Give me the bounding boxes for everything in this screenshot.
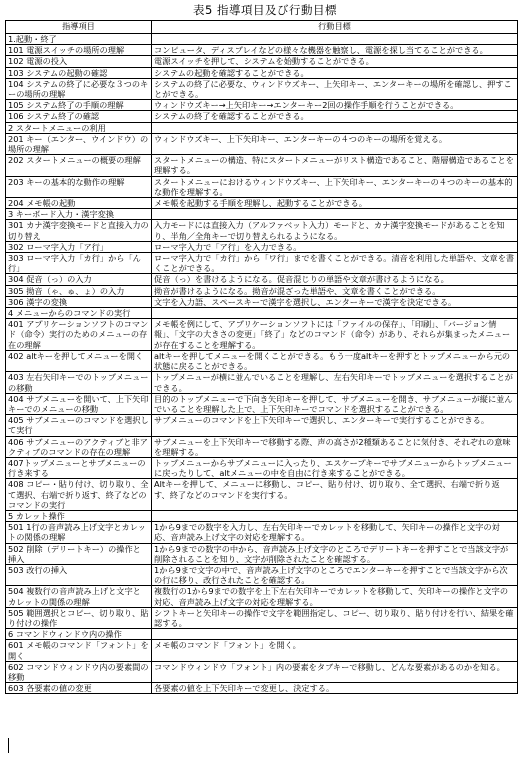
table-row xyxy=(6,155,518,176)
table-row xyxy=(6,586,518,607)
item-cell: 104 システムの終了に必要な３つのキーの場所の理解 xyxy=(6,78,152,99)
section-heading: 6 コマンドウィンドウ内の操作 xyxy=(6,629,152,640)
goal-cell: ローマ字入力で「カ行」から「ワ行」までを書くことができる。清音を利用した単語や、文章を書くことができる。 xyxy=(152,253,518,274)
table-row xyxy=(6,296,518,307)
item-cell: 503 改行の挿入 xyxy=(6,564,152,585)
item-cell: 106 システム終了の確認 xyxy=(6,111,152,122)
table-row xyxy=(6,111,518,122)
table-row xyxy=(6,285,518,296)
table-row xyxy=(6,607,518,628)
item-cell: 601 メモ帳のコマンド「フォント」を開く xyxy=(6,640,152,661)
item-cell: 105 システム終了の手順の理解 xyxy=(6,100,152,111)
table-header-row xyxy=(6,21,518,34)
item-cell: 405 サブメニューのコマンドを選択して実行 xyxy=(6,415,152,436)
section-row xyxy=(6,34,518,45)
goal-cell: コマンドウィンドウ「フォント」内の要素をタブキーで移動し、どんな要素があるのかを知る。 xyxy=(152,661,518,682)
section-row xyxy=(6,629,518,640)
goal-cell: 電源スイッチを押して、システムを始動することができる。 xyxy=(152,56,518,67)
item-cell: 201 キー（エンター、ウインドウ）の場所の理解 xyxy=(6,133,152,154)
goal-cell: メモ帳を例にして、アプリケーションソフトには「ファイルの保存」、「印刷」、「バージョン情報」、「文字の大きさの変更」「終了」などのコマンド（命令）があり、それらが集まったメニューが存在することを理解する。 xyxy=(152,319,518,351)
table-row xyxy=(6,436,518,457)
goal-cell: メモ帳を起動する手順を理解し、起動することができる。 xyxy=(152,198,518,209)
item-cell: 302 ローマ字入力「ア行」 xyxy=(6,241,152,252)
section-row xyxy=(6,308,518,319)
table-row xyxy=(6,543,518,564)
table-row xyxy=(6,319,518,351)
item-cell: 401 アプリケーションソフトのコマンド（命令）実行のためのメニューの存在の理解 xyxy=(6,319,152,351)
item-cell: 402 altキーを押してメニューを開く xyxy=(6,350,152,371)
item-cell: 101 電源スイッチの場所の理解 xyxy=(6,45,152,56)
item-cell: 504 複数行の音声読み上げと文字とカレットの関係の理解 xyxy=(6,586,152,607)
section-empty-cell xyxy=(152,629,518,640)
item-cell: 505 範囲選択とコピー、切り取り、貼り付けの操作 xyxy=(6,607,152,628)
goal-cell: ウィンドウズキー→上矢印キー→エンターキー2回の操作手順を行うことができる。 xyxy=(152,100,518,111)
goal-cell: Altキーを押して、メニューに移動し、コピー、貼り付け、切り取り、全て選択、右端で折り返す、終了などのコマンドを実行する。 xyxy=(152,479,518,511)
section-empty-cell xyxy=(152,510,518,521)
item-cell: 502 削除（デリートキー）の操作と挿入 xyxy=(6,543,152,564)
table-row xyxy=(6,241,518,252)
table-row xyxy=(6,640,518,661)
goal-cell: ローマ字入力で「ア行」を入力できる。 xyxy=(152,241,518,252)
table-row xyxy=(6,522,518,543)
item-cell: 404 サブメニューを開いて、上下矢印キーでのメニューの移動 xyxy=(6,393,152,414)
section-heading: 4 メニューからのコマンドの実行 xyxy=(6,308,152,319)
goal-cell: トップメニューが横に並んでいることを理解し、左右矢印キーでトップメニューを選択することができる。 xyxy=(152,372,518,393)
item-cell: 303 ローマ字入力「カ行」から「ん行」 xyxy=(6,253,152,274)
goal-cell: コンピュータ、ディスプレイなどの様々な機器を触察し、電源を探し当てることができる。 xyxy=(152,45,518,56)
item-cell: 403 左右矢印キーでのトップメニューの移動 xyxy=(6,372,152,393)
goal-cell: スタートメニューにおけるウィンドウズキー、上下矢印キー、エンターキーの４つのキーの基本的な動作を理解する。 xyxy=(152,176,518,197)
item-cell: 407トップメニューとサブメニューの行き来する xyxy=(6,457,152,478)
table-row xyxy=(6,78,518,99)
table-row xyxy=(6,350,518,371)
table-row xyxy=(6,45,518,56)
table-row xyxy=(6,133,518,154)
table-title: 表5 指導項目及び行動目標 xyxy=(193,3,337,17)
table-row xyxy=(6,479,518,511)
goal-cell: トップメニューからサブメニューに入ったり、エスケープキーでサブメニューからトップメニューに戻ったりして、altメニューの中を自由に行き来することができる。 xyxy=(152,457,518,478)
table-body xyxy=(6,34,518,694)
section-row xyxy=(6,122,518,133)
goal-cell: ウィンドウズキー、上下矢印キー、エンターキーの４つのキーの場所を覚える。 xyxy=(152,133,518,154)
text-cursor xyxy=(8,738,9,753)
table-row xyxy=(6,220,518,241)
table-row xyxy=(6,198,518,209)
table-row xyxy=(6,176,518,197)
item-cell: 103 システムの起動の確認 xyxy=(6,67,152,78)
goal-cell: システムの終了を確認することができる。 xyxy=(152,111,518,122)
header-goal: 行動目標 xyxy=(152,21,518,34)
goal-cell: サブメニューを上下矢印キーで移動する際、声の高さが2種類あることに気付き、それぞれの意味を理解する。 xyxy=(152,436,518,457)
table-row xyxy=(6,393,518,414)
section-empty-cell xyxy=(152,308,518,319)
section-empty-cell xyxy=(152,209,518,220)
table-row xyxy=(6,56,518,67)
item-cell: 408 コピー・貼り付け、切り取り、全て選択、右端で折り返す、終了などのコマンドの実行 xyxy=(6,479,152,511)
item-cell: 102 電源の投入 xyxy=(6,56,152,67)
goal-cell: システムの起動を確認することができる。 xyxy=(152,67,518,78)
section-empty-cell xyxy=(152,122,518,133)
goal-cell: 1から9までの数字を入力し、左右矢印キーでカレットを移動して、矢印キーの操作と文字の対応、音声読み上げ文字の対応を理解する。 xyxy=(152,522,518,543)
goal-cell: 目的のトップメニューで下向き矢印キーを押して、サブメニューを開き、サブメニューが縦に並んでいることを理解した上で、上下矢印キーでコマンドを選択することができる。 xyxy=(152,393,518,414)
item-cell: 304 促音（っ）の入力 xyxy=(6,274,152,285)
table-row xyxy=(6,415,518,436)
table-row xyxy=(6,100,518,111)
item-cell: 406 サブメニューのアクティブと非アクティブのコマンドの存在の理解 xyxy=(6,436,152,457)
section-heading: 5 カレット操作 xyxy=(6,510,152,521)
goal-cell: 複数行の1から9までの数字を上下左右矢印キーでカレットを移動して、矢印キーの操作と文字の対応、音声読み上げ文字の対応を理解する。 xyxy=(152,586,518,607)
header-item: 指導項目 xyxy=(6,21,152,34)
table-row xyxy=(6,661,518,682)
guidance-table xyxy=(5,20,518,694)
table-row xyxy=(6,372,518,393)
item-cell: 603 各要素の値の変更 xyxy=(6,683,152,694)
item-cell: 602 コマンドウィンドウ内の要素間の移動 xyxy=(6,661,152,682)
item-cell: 301 カナ漢字変換モードと直接入力の切り替え xyxy=(6,220,152,241)
goal-cell: メモ帳のコマンド「フォント」を開く。 xyxy=(152,640,518,661)
item-cell: 203 キーの基本的な動作の理解 xyxy=(6,176,152,197)
section-empty-cell xyxy=(152,34,518,45)
table-row xyxy=(6,683,518,694)
section-heading: 1.起動・終了 xyxy=(6,34,152,45)
section-heading: 3 キーボード入力・漢字変換 xyxy=(6,209,152,220)
goal-cell: altキーを押してメニューを開くことができる。もう一度altキーを押すとトップメニューから元の状態に戻ることができる。 xyxy=(152,350,518,371)
goal-cell: スタートメニューの構造、特にスタートメニューがリスト構造であること、階層構造であることを理解する。 xyxy=(152,155,518,176)
goal-cell: 1から9までの数字の中から、音声読み上げ文字のところでデリートキーを押すことで当該文字が削除されることを知り、文字が削除されたことを確認する。 xyxy=(152,543,518,564)
item-cell: 204 メモ帳の起動 xyxy=(6,198,152,209)
goal-cell: 拗音が書けるようになる。拗音が混ざった単語や、文章を書くことができる。 xyxy=(152,285,518,296)
item-cell: 501 1行の音声読み上げ文字とカレットの関係の理解 xyxy=(6,522,152,543)
item-cell: 305 拗音（ゃ、ゅ、ょ）の入力 xyxy=(6,285,152,296)
goal-cell: シフトキーと矢印キーの操作で文字を範囲指定し、コピー、切り取り、貼り付けを行い、結果を確認する。 xyxy=(152,607,518,628)
goal-cell: 文字を入力語、スペースキーで漢字を選択し、エンターキーで漢字を決定できる。 xyxy=(152,296,518,307)
goal-cell: 各要素の値を上下矢印キーで変更し、決定する。 xyxy=(152,683,518,694)
goal-cell: システムの終了に必要な、ウィンドウズキー、上矢印キー、エンターキーの場所を確認し、押すことができる。 xyxy=(152,78,518,99)
goal-cell: サブメニューのコマンドを上下矢印キーで選択し、エンターキーで実行することができる。 xyxy=(152,415,518,436)
section-row xyxy=(6,209,518,220)
table-row xyxy=(6,274,518,285)
item-cell: 306 漢字の変換 xyxy=(6,296,152,307)
table-row xyxy=(6,564,518,585)
section-heading: 2 スタートメニューの利用 xyxy=(6,122,152,133)
goal-cell: 1から9まで文字の中で、音声読み上げ文字のところでエンターキーを押すことで当該文字から次の行に移り、改行されたことを確認する。 xyxy=(152,564,518,585)
goal-cell: 促音（っ）を書けるようになる。促音混じりの単語や文章が書けるようになる。 xyxy=(152,274,518,285)
item-cell: 202 スタートメニューの概要の理解 xyxy=(6,155,152,176)
table-row xyxy=(6,67,518,78)
section-row xyxy=(6,510,518,521)
table-row xyxy=(6,457,518,478)
goal-cell: 入力モードには直接入力（アルファベット入力）モードと、カナ漢字変換モードがあることを知り、半角／全角キーで切り替えられるようになる。 xyxy=(152,220,518,241)
table-row xyxy=(6,253,518,274)
